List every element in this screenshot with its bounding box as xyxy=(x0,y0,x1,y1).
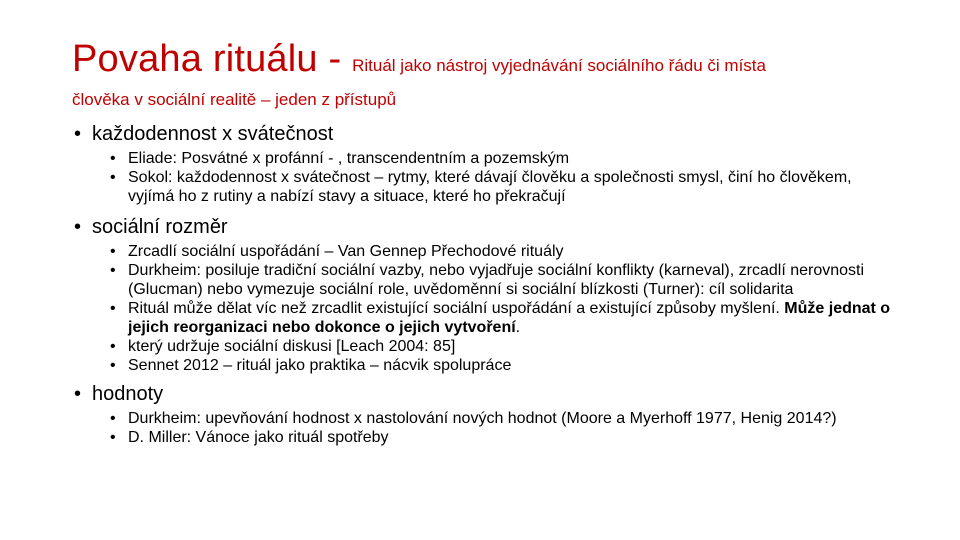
sub-bullet: • Eliade: Posvátné x profánní - , transcendentním a pozemským xyxy=(110,149,894,168)
title-subtitle-continued: člověka v sociální realitě – jeden z přístupů xyxy=(72,90,397,109)
sub-bullet-bold-text: Může jednat o jejich reorganizaci nebo dokonce o jejich vytvoření xyxy=(128,300,891,336)
section-heading: hodnoty xyxy=(92,383,164,405)
bullet-section-social xyxy=(74,214,894,240)
sub-bullet: • Sokol: každodennost x svátečnost – rytmy, které dávají člověku a společnosti smysl, činí ho člověkem, vyjímá ho z rutiny a nabízí stavy a situace, které ho překračují xyxy=(110,168,894,206)
sub-bullet: • Zrcadlí sociální uspořádání – Van Gennep Přechodové rituály xyxy=(110,242,894,261)
sub-bullet: • který udržuje sociální diskusi [Leach 2004: 85] xyxy=(110,337,894,356)
sub-bullet-text-end: . xyxy=(515,319,521,336)
section-heading: sociální rozměr xyxy=(92,216,228,238)
title-main: Povaha rituálu - xyxy=(72,38,353,80)
slide-content xyxy=(74,121,894,447)
bullet-section-values xyxy=(74,381,894,407)
title-subtitle: Rituál jako nástroj vyjednávání sociálního řádu či místa xyxy=(352,56,766,75)
sub-bullet-text: Rituál může dělat víc než zrcadlit existující sociální uspořádání a existující způsoby myšlení. xyxy=(128,300,785,317)
slide-title xyxy=(72,36,912,111)
sub-list xyxy=(110,149,894,206)
sub-list xyxy=(110,409,894,447)
sub-bullet: • Durkheim: upevňování hodnost x nastolování nových hodnot (Moore a Myerhoff 1977, Henig 2014?) xyxy=(110,409,894,428)
title-line-1 xyxy=(72,36,912,90)
bullet-section-everyday xyxy=(74,121,894,147)
sub-bullet: • D. Miller: Vánoce jako rituál spotřeby xyxy=(110,428,894,447)
section-heading: každodennost x svátečnost xyxy=(92,123,334,145)
sub-bullet: • Durkheim: posiluje tradiční sociální vazby, nebo vyjadřuje sociální konflikty (karneval), zrcadlí nerovnosti (Glucman) nebo vymezuje sociální role, uvědoměnní si sociální blízkosti (Turner): cíl solidarita xyxy=(110,261,894,299)
sub-list xyxy=(110,242,894,375)
sub-bullet xyxy=(110,299,894,337)
sub-bullet: • Sennet 2012 – rituál jako praktika – nácvik spolupráce xyxy=(110,356,894,375)
